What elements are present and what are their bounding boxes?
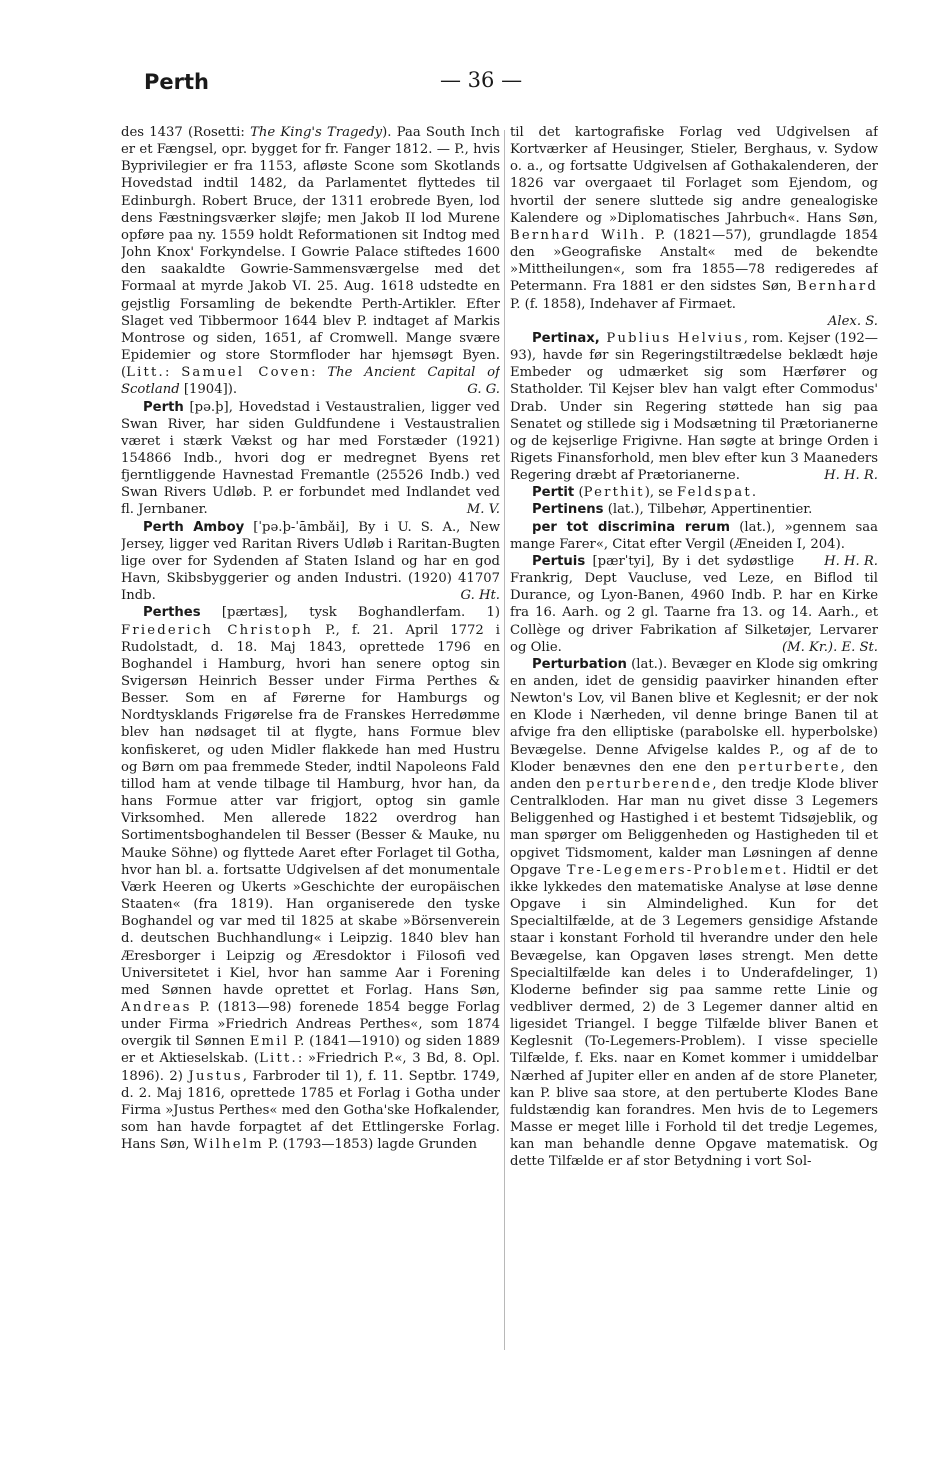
- entry-pertinax: Pertinax, Publius Helvius, rom. Kejser (192—93), havde før sin Regeringstiltrædelse beklædt høje Embeder og udmærket sig som Hærfører og Statholder. Til Kejser blev han valgt efter Commodus' Drab. Under sin Regering støttede han sig paa Senatet og stillede sig i Modsætning til Prætorianerne og de kejserlige Frigivne. Han søgte at bringe Orden i Rigets Finansforhold, men blev efter kun 3 Maaneders Regering dræbt af Prætorianerne. H. H. R.: [510, 330, 878, 484]
- page-header: [0, 0, 928, 110]
- author-signature: G. G.: [467, 382, 500, 398]
- author-signature: G. Ht.: [460, 588, 500, 604]
- entry-pertinens: Pertinens (lat.), Tilbehør, Appertinentier.: [532, 502, 813, 518]
- author-signature: H. H. R.: [824, 553, 878, 569]
- author-signature: (M. Kr.). E. St.: [782, 639, 878, 655]
- entry-pertit: Pertit (Perthit), se Feldspat.: [532, 485, 757, 501]
- entry-perth-amboy: Perth Amboy [ˈpə.þ-ˈāmbǎi], By i U. S. A., New Jersey, ligger ved Raritan Rivers Udløb i Raritan-Bugten lige over for Sydenden af Staten Island og har en god Havn, Skibsbyggerier og anden Industri. (1920) 41707 Indb. G. Ht.: [121, 519, 500, 604]
- headword: Perturbation: [532, 656, 627, 672]
- headword: Perthes: [143, 605, 201, 621]
- entry-pertuis: Pertuis [pærˈtyi], By i det sydøstlige Frankrig, Dept Vaucluse, ved Leze, en Biflod til Durance, og Lyon-Banen, 4960 Indb. P. har en Kirke fra 16. Aarh. og 2 gl. Taarne fra 13. og 14. Aarh., et Collège og driver Fabrikation af Silketøjer, Lervarer og Olie. (M. Kr.). E. St.: [510, 553, 878, 655]
- entry-perthes-continuation: til det kartografiske Forlag ved Udgivelsen af Kortværker af Heusinger, Stieler, Berghaus, v. Sydow o. a., og fortsatte Udgivelsen af Gothakalenderen, der 1826 var overgaaet til Forlaget som Ejendom, og hvortil der senere sluttede sig andre genealogiske Kalendere og »Diplomatisches Jahrbuch«. Hans Søn, Bernhard Wilh. P. (1821—57), grundlagde 1854 den »Geografiske Anstalt« med de bekendte »Mittheilungen«, som fra 1855—78 redigeredes af Petermann. Fra 1881 er den sidstes Søn, Bernhard P. (f. 1858), Indehaver af Firmaet.: [510, 125, 878, 312]
- entry-per-tot-discrimina-rerum: per tot discrimina rerum (lat.), »gennem saa mange Farer«, Citat efter Vergil (Æneiden I, 204). H. H. R.: [510, 519, 878, 569]
- headword: Pertinax,: [532, 330, 600, 346]
- right-column: [510, 124, 878, 1380]
- headword: Pertit: [532, 485, 575, 501]
- headword: Perth: [143, 399, 184, 415]
- headword: Pertuis: [532, 553, 586, 569]
- running-head-word: Perth: [144, 70, 209, 94]
- author-signature: H. H. R.: [824, 468, 878, 484]
- entry-perth-australia: Perth [pə.þ], Hovedstad i Vestaustralien, ligger ved Swan River, har siden Guldfundene i Vestaustralien været i stærk Vækst og har med Forstæder (1921) 154866 Indb., hvori dog er medregnet Byens ret fjerntliggende Havnestad Fremantle (25526 Indb.) ved Swan Rivers Udløb. P. er forbundet med Indlandet ved fl. Jernbaner. M. V.: [121, 399, 500, 518]
- author-signature: M. V.: [466, 502, 500, 518]
- page-number: — 36 —: [440, 68, 523, 92]
- column-divider: [504, 130, 505, 1350]
- entry-perthes: Perthes [pærtæs], tysk Boghandlerfam. 1) Friederich Christoph P., f. 21. April 1772 i Rudolstadt, d. 18. Maj 1843, oprettede 1796 en Boghandel i Hamburg, hvori han senere optog sin Svigersøn Heinrich Besser under Firma Perthes & Besser. Som en af Førerne for Hamburgs og Nordtysklands Frigørelse fra de Franskes Herredømme blev han nødsaget til at flygte, hans Formue blev konfiskeret, og uden Midler flakkede han med Hustru og Børn om paa fremmede Steder, indtil Napoleons Fald tillod ham at vende tilbage til Hamburg, hvor han, da hans Formue atter var frigjort, optog sin gamle Virksomhed. Men allerede 1822 overdrog han Sortimentsboghandelen til Besser (Besser & Mauke, nu Mauke Söhne) og flyttede Aaret efter Forlaget til Gotha, hvor han bl. a. fortsatte Udgivelsen af det monumentale Værk Heeren og Ukerts »Geschichte der europäischen Staaten« (fra 1819). Han organiserede den tyske Boghandel og var med til 1825 at skabe »Börsenverein d. deutschen Buchhandlung« i Leipzig. 1840 blev han Æresborger i Leipzig og Æresdoktor i Filosofi ved Universitetet i Kiel, hvor han samme Aar i Forening med Sønnen havde oprettet et Forlag. Hans Søn, Andreas P. (1813—98) forenede 1854 begge Forlag under Firma »Friedrich Andreas Perthes«, som 1874 overgik til Sønnen Emil P. (1841—1910) og siden 1889 er et Aktieselskab. (Litt.: »Friedrich P.«, 3 Bd, 8. Opl. 1896). 2) Justus, Farbroder til 1), f. 11. Septbr. 1749, d. 2. Maj 1816, oprettede 1785 et Forlag i Gotha under Firma »Justus Perthes« med den Gotha'ske Hofkalender, som han havde forpagtet af det Ettlingerske Forlag. Hans Søn, Wilhelm P. (1793—1853) lagde Grunden: [121, 605, 500, 1153]
- entry-perturbation: Perturbation (lat.). Bevæger en Klode sig omkring en anden, idet de gensidig paavirker hinanden efter Newton's Lov, vil Banen blive et Keglesnit; er der nok en Klode i Nærheden, vil denne bringe Banen til at afvige fra den elliptiske (parabolske ell. hyperbolske) Bevægelse. Denne Afvigelse kaldes P., og af de to Kloder benævnes den ene den perturberte, den anden den perturberende, den tredje Klode bliver Centralkloden. Har man nu givet disse 3 Legemers Beliggenhed og Hastighed i et bestemt Tidsøjeblik, og man spørger om Beliggenheden og Hastigheden til et opgivet Tidsmoment, kalder man Løsningen af denne Opgave Tre-Legemers-Problemet. Hidtil er det ikke lykkedes den matematiske Analyse at løse denne Opgave i sin Almindelighed. Kun for det Specialtilfælde, at de 3 Legemers gensidige Afstande staar i konstant Forhold til hverandre under den hele Bevægelse, kan Opgaven løses strengt. Men dette Specialtilfælde kan deles i to Underafdelinger, 1) Kloderne befinder sig paa samme rette Linie og vedbliver dermed, 2) de 3 Legemer danner altid en ligesidet Triangel. I begge Tilfælde bliver Banen et Keglesnit (To-Legemers-Problem). I visse specielle Tilfælde, f. Eks. naar en Komet kommer i umiddelbar Nærhed af Jupiter eller en anden af de store Planeter, kan P. blive saa store, at den pertuberte Klodes Bane fuldstændig kan forandres. Men hvis de to Legemers Masse er meget lille i Forhold til det tredje Legemes, kan man behandle denne Opgave matematisk. Og dette Tilfælde er af stor Betydning i vort Sol-: [510, 656, 878, 1170]
- headword: per tot discrimina rerum: [532, 519, 730, 535]
- left-column: [121, 124, 500, 1380]
- headword: Pertinens: [532, 502, 604, 518]
- author-signature: Alex. S.: [827, 313, 878, 329]
- entry-perth-continuation: des 1437 (Rosetti: The King's Tragedy). Paa South Inch er et Fængsel, opr. bygget for fr. Fanger 1812. — P., hvis Byprivilegier er fra 1153, afløste Scone som Skotlands Hovedstad indtil 1482, da Parlamentet flyttedes til Edinburgh. Robert Bruce, der 1311 erobrede Byen, lod dens Fæstningsværker sløjfe; men Jakob II lod Murene opføre paa ny. 1559 holdt Reformationen sit Indtog med John Knox' Forkyndelse. I Gowrie Palace stiftedes 1600 den saakaldte Gowrie-Sammensværgelse med det Formaal at myrde Jakob VI. 25. Aug. 1618 udstedte en gejstlig Forsamling de bekendte Perth-Artikler. Efter Slaget ved Tibbermoor 1644 blev P. indtaget af Markis Montrose og siden, 1651, af Cromwell. Mange svære Epidemier og store Stormfloder har hjemsøgt Byen. (Litt.: Samuel Coven: The Ancient Capital of Scotland [1904]). G. G.: [121, 125, 500, 398]
- headword: Perth Amboy: [143, 519, 245, 535]
